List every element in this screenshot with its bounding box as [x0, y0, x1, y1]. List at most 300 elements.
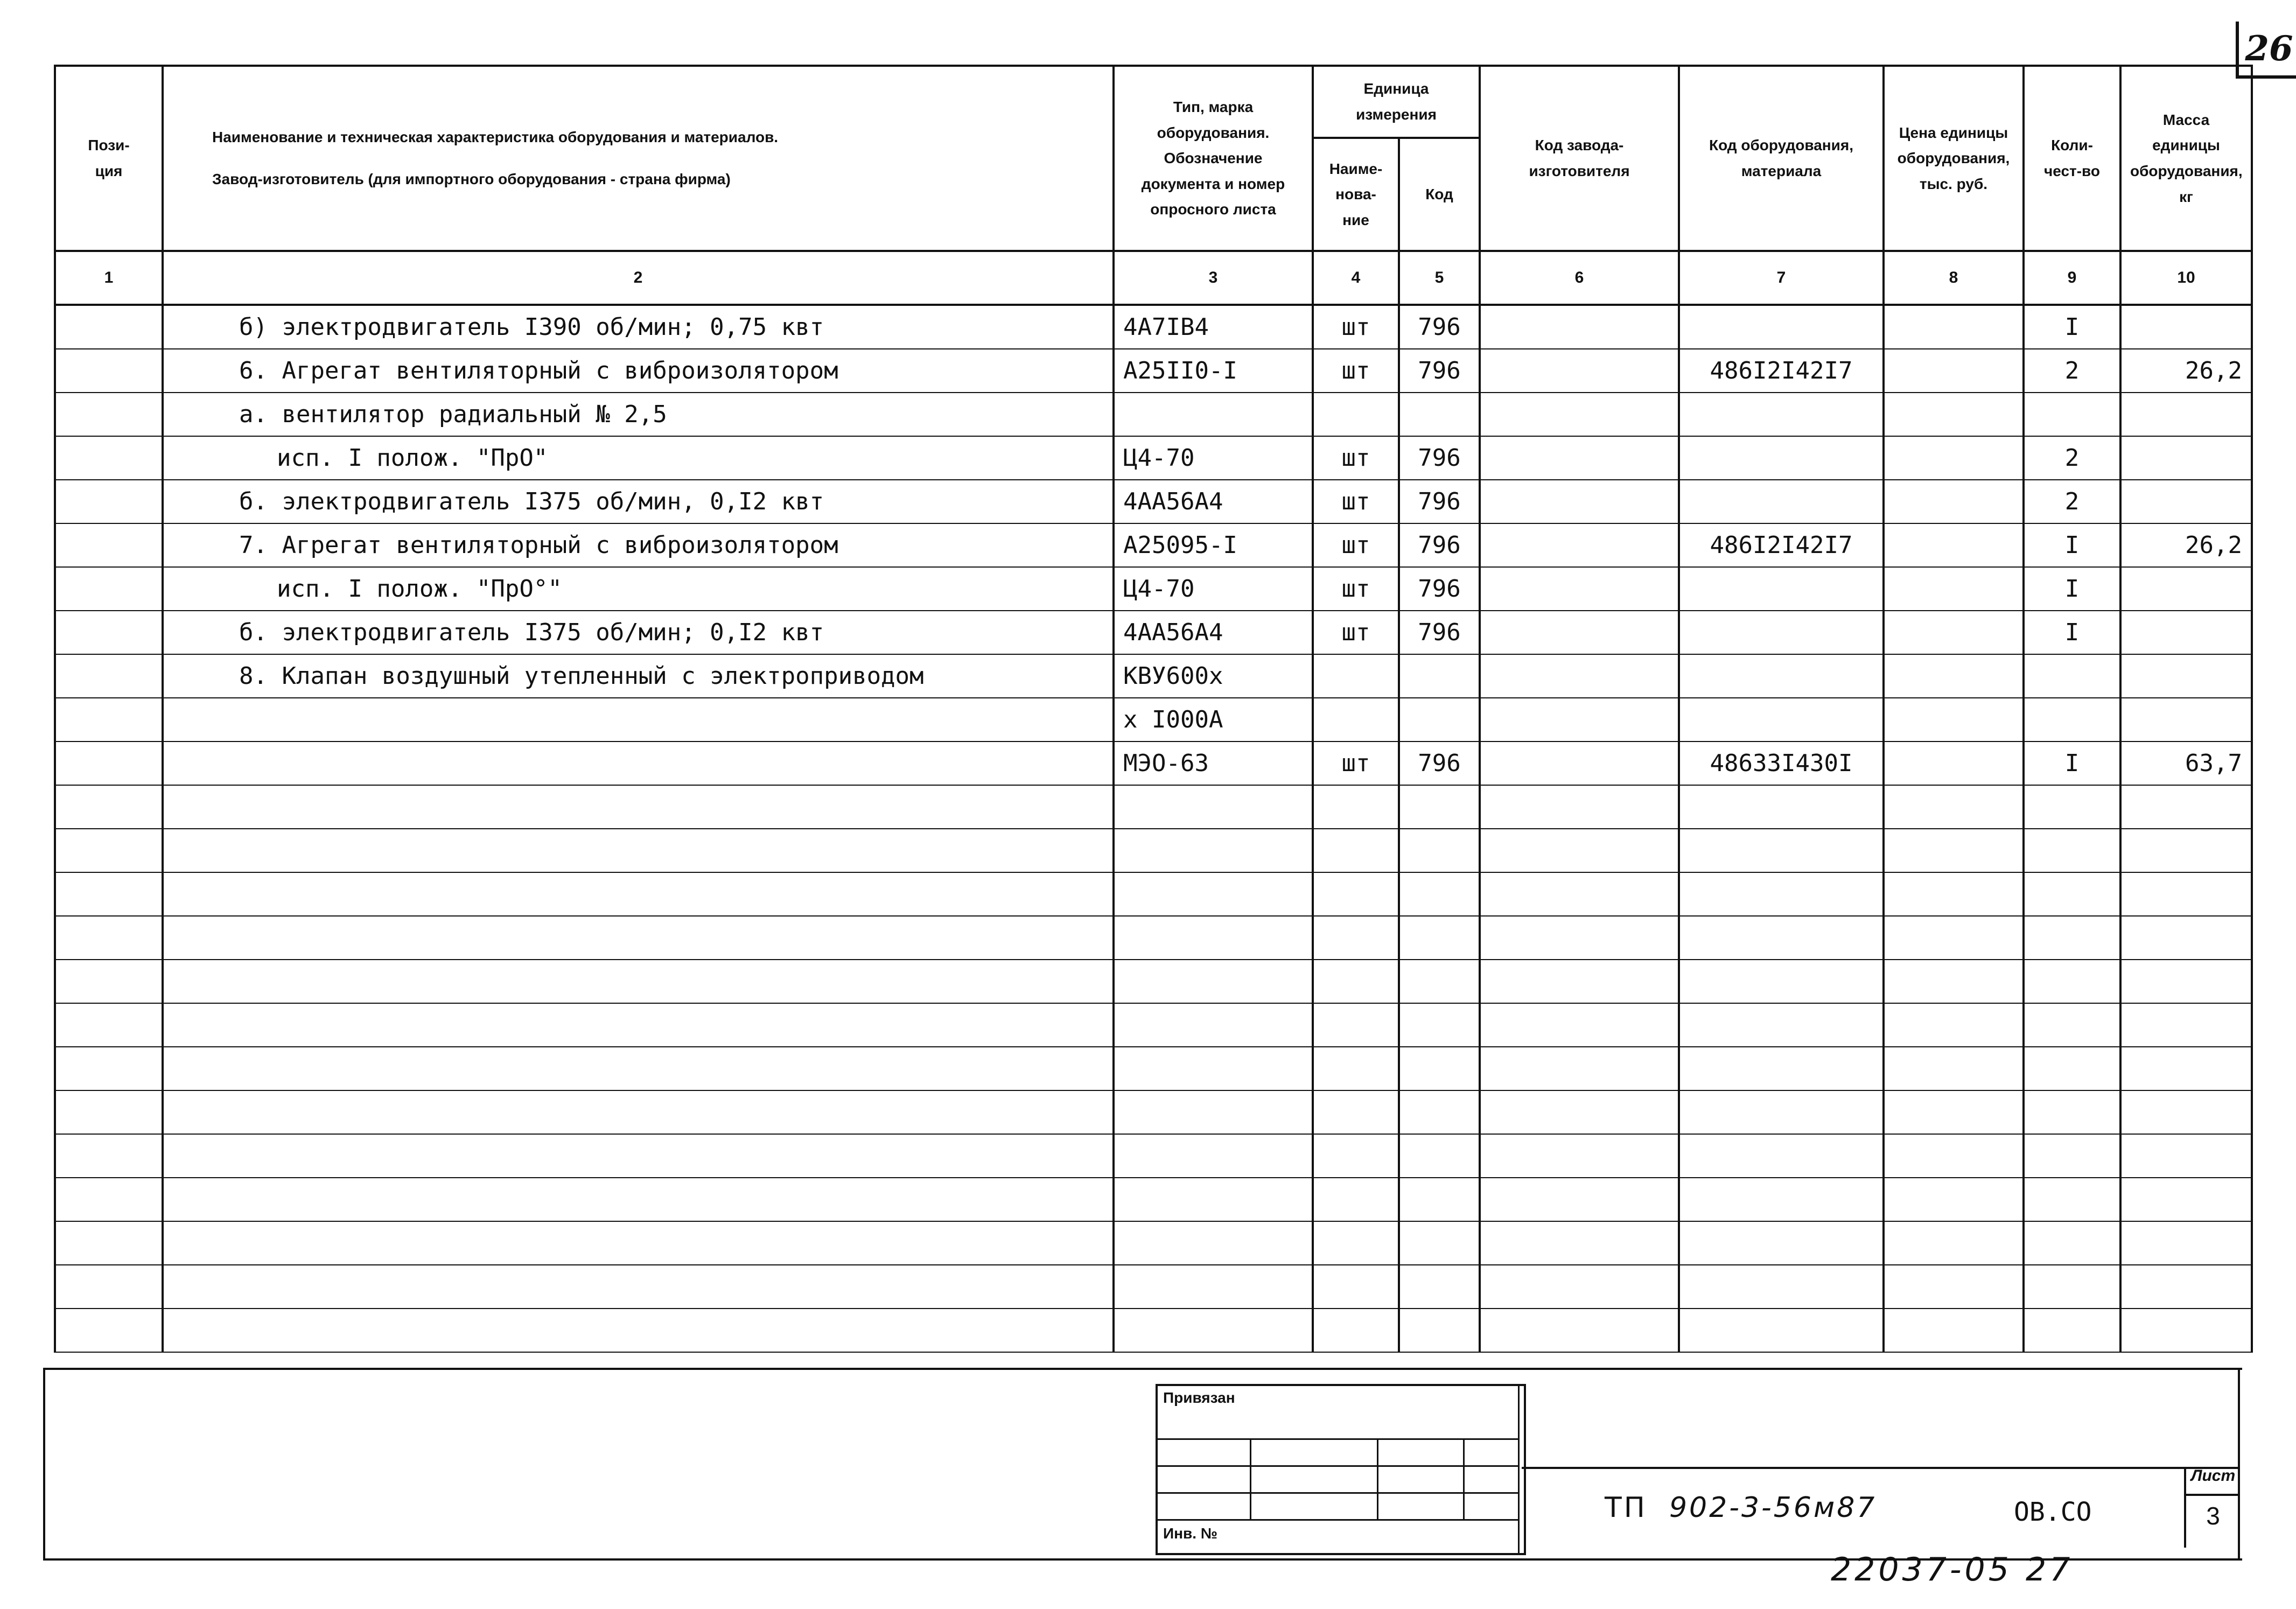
cell-price [1884, 872, 2024, 916]
cell-name [163, 1134, 1114, 1178]
empty-row [55, 1178, 2252, 1221]
cell-price [1884, 480, 2024, 523]
cell-position [55, 480, 163, 523]
empty-row [55, 1134, 2252, 1178]
cell-unit [1313, 1134, 1399, 1178]
cell-position [55, 1003, 163, 1047]
table-row [55, 480, 2252, 523]
binding-cell [1465, 1467, 1520, 1494]
cell-name [163, 1309, 1114, 1352]
sheet-number-corner: 26 [2236, 22, 2296, 79]
cell-price [1884, 1178, 2024, 1221]
header-equipment-code: Код оборудования, материала [1679, 66, 1884, 251]
cell-type [1114, 393, 1313, 436]
cell-factory-code [1480, 698, 1679, 741]
cell-quantity [2024, 960, 2120, 1003]
table-row [55, 523, 2252, 567]
cell-unit [1313, 829, 1399, 872]
cell-mass [2120, 785, 2252, 829]
cell-type [1114, 1090, 1313, 1134]
cell-mass [2120, 611, 2252, 654]
cell-factory-code [1480, 741, 1679, 785]
cell-position [55, 1090, 163, 1134]
cell-equipment-code [1679, 1090, 1884, 1134]
cell-equipment-code [1679, 829, 1884, 872]
table-row [55, 349, 2252, 393]
sheet-number: 3 [2206, 1502, 2220, 1530]
cell-name [163, 872, 1114, 916]
cell-unit [1313, 916, 1399, 960]
cell-type [1114, 960, 1313, 1003]
cell-mass [2120, 305, 2252, 349]
title-block-divider [1522, 1467, 2238, 1469]
cell-equipment-code [1679, 611, 1884, 654]
cell-type [1114, 1221, 1313, 1265]
cell-position [55, 611, 163, 654]
cell-mass [2120, 829, 2252, 872]
cell-factory-code [1480, 1221, 1679, 1265]
cell-equipment-code [1679, 305, 1884, 349]
cell-unit [1313, 1047, 1399, 1090]
cell-mass [2120, 960, 2252, 1003]
header-price: Цена единицы оборудования, тыс. руб. [1884, 66, 2024, 251]
cell-price [1884, 436, 2024, 480]
cell-mass [2120, 1090, 2252, 1134]
cell-type [1114, 1265, 1313, 1309]
cell-name [163, 1265, 1114, 1309]
cell-type: 4АА56А4 [1114, 611, 1313, 654]
header-unit-name: Наиме-нова-ние [1313, 138, 1399, 251]
cell-position [55, 785, 163, 829]
table-row [55, 436, 2252, 480]
cell-position [55, 1309, 163, 1352]
cell-unit: шт [1313, 523, 1399, 567]
cell-quantity: 2 [2024, 436, 2120, 480]
cell-unit-code [1399, 698, 1480, 741]
column-number: 3 [1114, 251, 1313, 305]
cell-factory-code [1480, 567, 1679, 611]
cell-unit: шт [1313, 349, 1399, 393]
cell-unit: шт [1313, 741, 1399, 785]
cell-unit [1313, 1265, 1399, 1309]
column-number: 8 [1884, 251, 2024, 305]
cell-name [163, 829, 1114, 872]
cell-quantity [2024, 872, 2120, 916]
cell-type: х I000А [1114, 698, 1313, 741]
cell-equipment-code [1679, 872, 1884, 916]
cell-equipment-code [1679, 1134, 1884, 1178]
cell-position [55, 872, 163, 916]
cell-factory-code [1480, 305, 1679, 349]
column-number: 6 [1480, 251, 1679, 305]
cell-factory-code [1480, 1265, 1679, 1309]
table-body [55, 305, 2252, 1352]
cell-factory-code [1480, 436, 1679, 480]
cell-position [55, 960, 163, 1003]
cell-unit [1313, 698, 1399, 741]
empty-row [55, 785, 2252, 829]
cell-equipment-code [1679, 960, 1884, 1003]
cell-price [1884, 305, 2024, 349]
table-row [55, 698, 2252, 741]
cell-name: 6. Агрегат вентиляторный с виброизолятором [163, 349, 1114, 393]
header-unit: Единица измерения [1313, 66, 1480, 138]
cell-factory-code [1480, 829, 1679, 872]
binding-cell [1158, 1440, 1251, 1467]
document-code [1605, 1492, 1877, 1524]
header-factory-code: Код завода-изготовителя [1480, 66, 1679, 251]
cell-type: Ц4-70 [1114, 567, 1313, 611]
cell-factory-code [1480, 916, 1679, 960]
cell-factory-code [1480, 872, 1679, 916]
cell-name: б. электродвигатель I375 об/мин, 0,I2 квт [163, 480, 1114, 523]
table-row [55, 305, 2252, 349]
column-number: 7 [1679, 251, 1884, 305]
cell-price [1884, 393, 2024, 436]
cell-name [163, 960, 1114, 1003]
empty-row [55, 1003, 2252, 1047]
cell-quantity: 2 [2024, 349, 2120, 393]
cell-unit: шт [1313, 480, 1399, 523]
cell-quantity [2024, 654, 2120, 698]
cell-type [1114, 1178, 1313, 1221]
column-number: 1 [55, 251, 163, 305]
cell-mass: 26,2 [2120, 523, 2252, 567]
header-name [163, 66, 1114, 251]
header-type: Тип, марка оборудования. Обозначение документа и номер опросного листа [1114, 66, 1313, 251]
cell-factory-code [1480, 393, 1679, 436]
cell-mass [2120, 480, 2252, 523]
cell-mass [2120, 872, 2252, 916]
cell-equipment-code [1679, 1265, 1884, 1309]
cell-factory-code [1480, 1003, 1679, 1047]
cell-quantity: I [2024, 523, 2120, 567]
cell-type [1114, 916, 1313, 960]
cell-equipment-code [1679, 1221, 1884, 1265]
cell-unit [1313, 654, 1399, 698]
header-mass: Масса единицы оборудования, кг [2120, 66, 2252, 251]
empty-row [55, 1221, 2252, 1265]
sheet-box [2184, 1467, 2240, 1548]
cell-mass [2120, 1221, 2252, 1265]
cell-position [55, 1221, 163, 1265]
cell-quantity [2024, 1047, 2120, 1090]
binding-cell [1251, 1494, 1378, 1521]
cell-equipment-code [1679, 1047, 1884, 1090]
document-code-prefix: ТП [1605, 1492, 1647, 1524]
cell-unit-code [1399, 1309, 1480, 1352]
cell-unit [1313, 1309, 1399, 1352]
header-row [55, 66, 2252, 138]
cell-position [55, 916, 163, 960]
header-name-line1: Наименование и техническая характеристика оборудования и материалов. [212, 129, 779, 146]
specification-table [54, 65, 2253, 1353]
cell-equipment-code [1679, 654, 1884, 698]
header-name-line2: Завод-изготовитель (для импортного оборудования - страна фирма) [212, 171, 731, 187]
cell-mass [2120, 916, 2252, 960]
cell-type [1114, 1003, 1313, 1047]
cell-quantity [2024, 829, 2120, 872]
cell-equipment-code [1679, 1003, 1884, 1047]
cell-unit-code: 796 [1399, 480, 1480, 523]
binding-cell [1465, 1440, 1520, 1467]
cell-unit: шт [1313, 305, 1399, 349]
header-unit-code: Код [1399, 138, 1480, 251]
cell-mass [2120, 1047, 2252, 1090]
cell-name [163, 1178, 1114, 1221]
column-number: 9 [2024, 251, 2120, 305]
cell-type: 4А7IВ4 [1114, 305, 1313, 349]
empty-row [55, 960, 2252, 1003]
cell-unit-code [1399, 654, 1480, 698]
cell-price [1884, 741, 2024, 785]
cell-factory-code [1480, 785, 1679, 829]
cell-position [55, 1134, 163, 1178]
cell-type [1114, 829, 1313, 872]
cell-unit-code: 796 [1399, 305, 1480, 349]
cell-mass: 26,2 [2120, 349, 2252, 393]
cell-price [1884, 1047, 2024, 1090]
cell-factory-code [1480, 349, 1679, 393]
cell-position [55, 393, 163, 436]
cell-equipment-code [1679, 916, 1884, 960]
cell-price [1884, 567, 2024, 611]
cell-quantity: 2 [2024, 480, 2120, 523]
cell-unit-code [1399, 1178, 1480, 1221]
cell-name: исп. I полож. "ПрО" [163, 436, 1114, 480]
empty-row [55, 1090, 2252, 1134]
cell-name [163, 698, 1114, 741]
cell-quantity: I [2024, 611, 2120, 654]
cell-unit [1313, 1178, 1399, 1221]
binding-cell [1465, 1494, 1520, 1521]
cell-unit-code [1399, 1134, 1480, 1178]
cell-unit [1313, 1090, 1399, 1134]
cell-type: А25095-I [1114, 523, 1313, 567]
cell-quantity [2024, 1221, 2120, 1265]
cell-equipment-code: 48633I430I [1679, 741, 1884, 785]
cell-unit-code [1399, 1265, 1480, 1309]
cell-mass [2120, 567, 2252, 611]
cell-position [55, 305, 163, 349]
column-number-row [55, 251, 2252, 305]
cell-price [1884, 1090, 2024, 1134]
binding-block [1156, 1384, 1526, 1555]
table-row [55, 654, 2252, 698]
cell-name: 7. Агрегат вентиляторный с виброизолятором [163, 523, 1114, 567]
cell-position [55, 829, 163, 872]
cell-mass [2120, 1265, 2252, 1309]
cell-position [55, 654, 163, 698]
cell-quantity [2024, 1309, 2120, 1352]
cell-price [1884, 960, 2024, 1003]
cell-position [55, 698, 163, 741]
cell-mass [2120, 1309, 2252, 1352]
cell-unit: шт [1313, 436, 1399, 480]
cell-type: МЭО-63 [1114, 741, 1313, 785]
cell-equipment-code [1679, 1178, 1884, 1221]
cell-price [1884, 785, 2024, 829]
cell-unit-code: 796 [1399, 349, 1480, 393]
cell-unit: шт [1313, 611, 1399, 654]
cell-factory-code [1480, 611, 1679, 654]
cell-unit [1313, 1003, 1399, 1047]
cell-price [1884, 916, 2024, 960]
cell-equipment-code [1679, 698, 1884, 741]
cell-quantity [2024, 785, 2120, 829]
document-mark: ОВ.СО [2014, 1497, 2092, 1527]
cell-position [55, 1047, 163, 1090]
cell-name: 8. Клапан воздушный утепленный с электроприводом [163, 654, 1114, 698]
cell-name [163, 1090, 1114, 1134]
cell-mass: 63,7 [2120, 741, 2252, 785]
cell-factory-code [1480, 1090, 1679, 1134]
cell-unit: шт [1313, 567, 1399, 611]
cell-equipment-code: 486I2I42I7 [1679, 523, 1884, 567]
document-code-number: 902-3-56м87 [1669, 1492, 1877, 1524]
cell-quantity: I [2024, 567, 2120, 611]
binding-cell [1251, 1440, 1378, 1467]
cell-unit [1313, 872, 1399, 916]
cell-unit-code [1399, 1090, 1480, 1134]
empty-row [55, 1265, 2252, 1309]
cell-mass [2120, 698, 2252, 741]
column-number: 5 [1399, 251, 1480, 305]
cell-unit-code [1399, 829, 1480, 872]
cell-factory-code [1480, 654, 1679, 698]
cell-position [55, 741, 163, 785]
cell-unit-code [1399, 785, 1480, 829]
cell-unit-code [1399, 872, 1480, 916]
cell-type [1114, 785, 1313, 829]
cell-factory-code [1480, 1134, 1679, 1178]
cell-mass [2120, 1178, 2252, 1221]
table-row [55, 393, 2252, 436]
cell-factory-code [1480, 1309, 1679, 1352]
cell-name: а. вентилятор радиальный № 2,5 [163, 393, 1114, 436]
binding-cell [1378, 1467, 1465, 1494]
empty-row [55, 829, 2252, 872]
cell-price [1884, 829, 2024, 872]
table-row [55, 567, 2252, 611]
cell-quantity [2024, 1090, 2120, 1134]
cell-price [1884, 1221, 2024, 1265]
cell-unit-code [1399, 393, 1480, 436]
cell-type [1114, 1309, 1313, 1352]
cell-type [1114, 872, 1313, 916]
column-number: 2 [163, 251, 1114, 305]
sheet-label: Лист [2186, 1467, 2240, 1496]
cell-position [55, 523, 163, 567]
cell-unit-code [1399, 1221, 1480, 1265]
cell-unit [1313, 960, 1399, 1003]
table-row [55, 741, 2252, 785]
cell-price [1884, 1265, 2024, 1309]
cell-unit-code: 796 [1399, 523, 1480, 567]
binding-cell [1158, 1467, 1251, 1494]
cell-type: Ц4-70 [1114, 436, 1313, 480]
cell-unit-code [1399, 960, 1480, 1003]
empty-row [55, 1309, 2252, 1352]
cell-unit [1313, 785, 1399, 829]
table-row [55, 611, 2252, 654]
cell-equipment-code: 486I2I42I7 [1679, 349, 1884, 393]
cell-type: КВУ600х [1114, 654, 1313, 698]
cell-name [163, 741, 1114, 785]
cell-equipment-code [1679, 436, 1884, 480]
cell-unit-code [1399, 916, 1480, 960]
cell-name: исп. I полож. "ПрО°" [163, 567, 1114, 611]
column-number: 4 [1313, 251, 1399, 305]
inventory-label: Инв. № [1158, 1521, 1520, 1553]
title-block-frame [43, 1368, 2242, 1561]
cell-price [1884, 611, 2024, 654]
cell-mass [2120, 654, 2252, 698]
cell-unit-code: 796 [1399, 611, 1480, 654]
empty-row [55, 872, 2252, 916]
cell-factory-code [1480, 1047, 1679, 1090]
cell-position [55, 567, 163, 611]
cell-name: б. электродвигатель I375 об/мин; 0,I2 квт [163, 611, 1114, 654]
cell-price [1884, 1309, 2024, 1352]
cell-type: А25II0-I [1114, 349, 1313, 393]
empty-row [55, 916, 2252, 960]
cell-quantity [2024, 1265, 2120, 1309]
cell-factory-code [1480, 480, 1679, 523]
cell-price [1884, 698, 2024, 741]
cell-unit-code: 796 [1399, 741, 1480, 785]
cell-type [1114, 1134, 1313, 1178]
cell-price [1884, 654, 2024, 698]
cell-equipment-code [1679, 393, 1884, 436]
cell-price [1884, 1003, 2024, 1047]
empty-row [55, 1047, 2252, 1090]
header-position: Пози- ция [55, 66, 163, 251]
cell-quantity [2024, 698, 2120, 741]
cell-name: б) электродвигатель I390 об/мин; 0,75 квт [163, 305, 1114, 349]
cell-mass [2120, 1134, 2252, 1178]
cell-price [1884, 349, 2024, 393]
binding-cell [1251, 1467, 1378, 1494]
cell-mass [2120, 393, 2252, 436]
cell-position [55, 1178, 163, 1221]
cell-position [55, 1265, 163, 1309]
cell-position [55, 349, 163, 393]
cell-factory-code [1480, 523, 1679, 567]
cell-unit-code [1399, 1003, 1480, 1047]
binding-cell [1158, 1494, 1251, 1521]
cell-quantity [2024, 1134, 2120, 1178]
cell-factory-code [1480, 960, 1679, 1003]
cell-equipment-code [1679, 480, 1884, 523]
cell-equipment-code [1679, 567, 1884, 611]
cell-factory-code [1480, 1178, 1679, 1221]
cell-equipment-code [1679, 1309, 1884, 1352]
cell-quantity [2024, 916, 2120, 960]
cell-price [1884, 523, 2024, 567]
cell-quantity [2024, 393, 2120, 436]
cell-unit-code [1399, 1047, 1480, 1090]
cell-type [1114, 1047, 1313, 1090]
cell-mass [2120, 436, 2252, 480]
cell-name [163, 1221, 1114, 1265]
cell-quantity [2024, 1178, 2120, 1221]
cell-name [163, 785, 1114, 829]
column-number: 10 [2120, 251, 2252, 305]
cell-unit [1313, 1221, 1399, 1265]
binding-cell [1378, 1494, 1465, 1521]
header-quantity: Коли-чест-во [2024, 66, 2120, 251]
